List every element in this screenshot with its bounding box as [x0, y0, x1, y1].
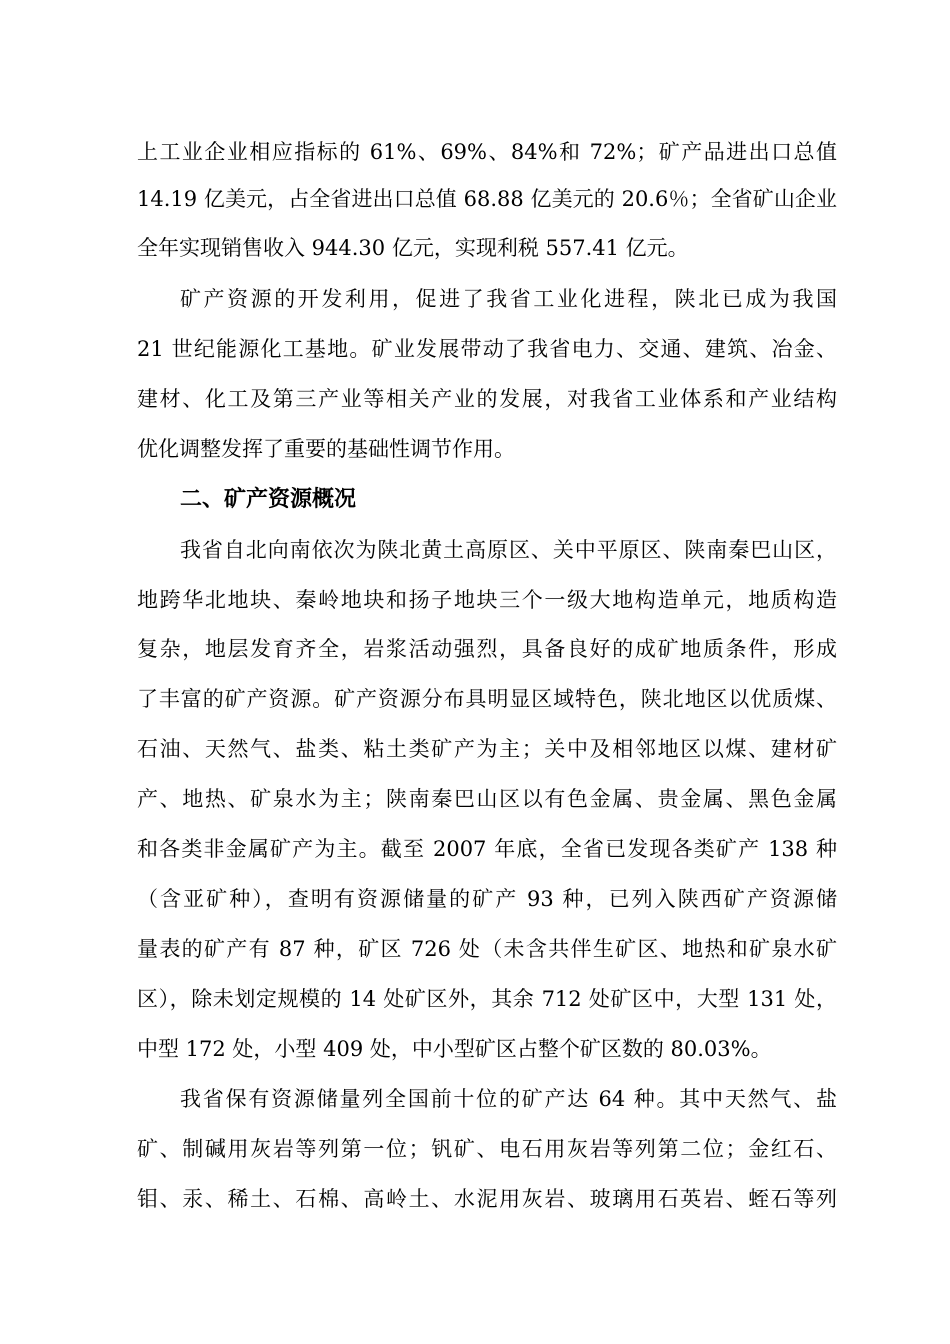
paragraph-1-line-3: 全年实现销售收入 944.30 亿元，实现利税 557.41 亿元。 [137, 236, 689, 260]
paragraph-3-line-1: 我省自北向南依次为陕北黄土高原区、关中平原区、陕南秦巴山区， [180, 538, 837, 562]
paragraph-3-line-6: 产、地热、矿泉水为主；陕南秦巴山区以有色金属、贵金属、黑色金属 [137, 787, 837, 811]
paragraph-3-line-11: 中型 172 处，小型 409 处，中小型矿区占整个矿区数的 80.03%。 [137, 1037, 772, 1061]
section-heading: 二、矿产资源概况 [180, 487, 357, 512]
paragraph-3-line-3: 复杂，地层发育齐全，岩浆活动强烈，具备良好的成矿地质条件，形成 [137, 637, 837, 661]
paragraph-1-line-2: 14.19 亿美元，占全省进出口总值 68.88 亿美元的 20.6％；全省矿山企业 [137, 187, 837, 211]
paragraph-2-line-4: 优化调整发挥了重要的基础性调节作用。 [137, 437, 515, 461]
paragraph-4-line-3: 钼、汞、稀土、石棉、高岭土、水泥用灰岩、玻璃用石英岩、蛭石等列 [137, 1187, 837, 1211]
paragraph-3-line-9: 量表的矿产有 87 种，矿区 726 处（未含共伴生矿区、地热和矿泉水矿 [137, 937, 837, 961]
paragraph-3-line-4: 了丰富的矿产资源。矿产资源分布具明显区域特色，陕北地区以优质煤、 [137, 687, 837, 711]
paragraph-3-line-7: 和各类非金属矿产为主。截至 2007 年底，全省已发现各类矿产 138 种 [137, 837, 837, 861]
paragraph-2-line-3: 建材、化工及第三产业等相关产业的发展，对我省工业体系和产业结构 [137, 387, 837, 411]
paragraph-4-line-1: 我省保有资源储量列全国前十位的矿产达 64 种。其中天然气、盐 [180, 1087, 837, 1111]
paragraph-3-line-8: （含亚矿种），查明有资源储量的矿产 93 种，已列入陕西矿产资源储 [137, 887, 837, 911]
paragraph-2-line-2: 21 世纪能源化工基地。矿业发展带动了我省电力、交通、建筑、冶金、 [137, 337, 837, 361]
paragraph-1-line-1: 上工业企业相应指标的 61%、69%、84%和 72%；矿产品进出口总值 [137, 140, 837, 164]
paragraph-4-line-2: 矿、制碱用灰岩等列第一位；钒矿、电石用灰岩等列第二位；金红石、 [137, 1137, 837, 1161]
paragraph-3-line-5: 石油、天然气、盐类、粘土类矿产为主；关中及相邻地区以煤、建材矿 [137, 737, 837, 761]
paragraph-3-line-2: 地跨华北地块、秦岭地块和扬子地块三个一级大地构造单元，地质构造 [137, 588, 837, 612]
paragraph-3-line-10: 区），除未划定规模的 14 处矿区外，其余 712 处矿区中，大型 131 处， [137, 987, 837, 1011]
paragraph-2-line-1: 矿产资源的开发利用，促进了我省工业化进程，陕北已成为我国 [180, 287, 837, 311]
